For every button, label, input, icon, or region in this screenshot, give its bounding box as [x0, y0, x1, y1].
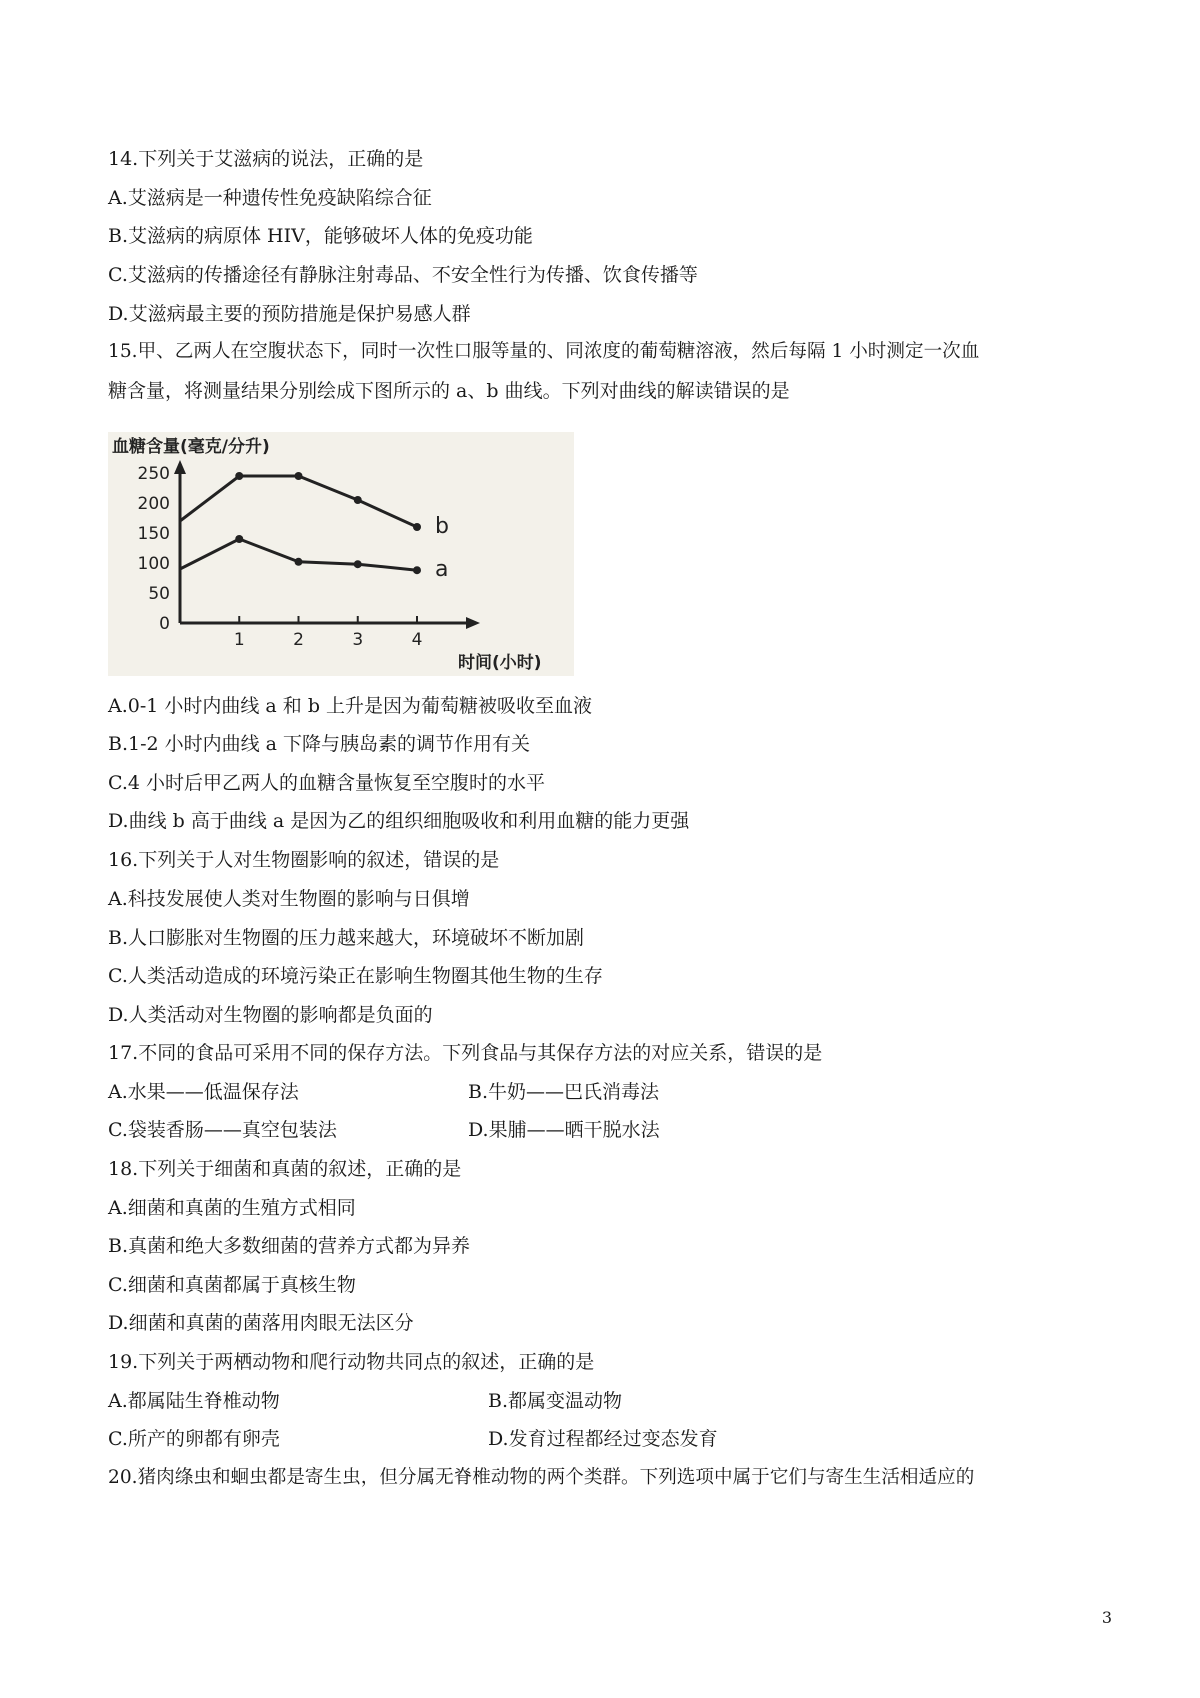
q18-stem: 18.下列关于细菌和真菌的叙述，正确的是: [108, 1158, 462, 1180]
q15-option-d: D.曲线 b 高于曲线 a 是因为乙的组织细胞吸收和利用血糖的能力更强: [108, 810, 690, 832]
q18-option-d: D.细菌和真菌的菌落用肉眼无法区分: [108, 1312, 414, 1334]
q14-option-a: A.艾滋病是一种遗传性免疫缺陷综合征: [108, 187, 432, 209]
q16-option-b: B.人口膨胀对生物圈的压力越来越大，环境破坏不断加剧: [108, 927, 585, 949]
y-tick-label: 200: [137, 494, 170, 514]
x-tick-label: 2: [293, 630, 304, 650]
q17-option-a: A.水果——低温保存法: [108, 1081, 299, 1103]
data-point-b: [235, 472, 243, 480]
chart-ylabel: 血糖含量(毫克/分升): [112, 437, 270, 457]
y-tick-label: 150: [137, 524, 170, 544]
q14-option-b: B.艾滋病的病原体 HIV，能够破坏人体的免疫功能: [108, 225, 533, 247]
q16-stem: 16.下列关于人对生物圈影响的叙述，错误的是: [108, 849, 500, 871]
q14-stem: 14.下列关于艾滋病的说法，正确的是: [108, 148, 424, 170]
blood-glucose-chart: [108, 432, 574, 676]
series-label-b: b: [435, 514, 449, 539]
x-tick-label: 4: [411, 630, 423, 650]
data-point-a: [413, 566, 421, 574]
q18-option-a: A.细菌和真菌的生殖方式相同: [108, 1197, 356, 1219]
q19-option-a: A.都属陆生脊椎动物: [108, 1390, 280, 1412]
series-label-a: a: [435, 557, 449, 583]
x-tick-label: 3: [352, 630, 364, 650]
data-point-b: [295, 472, 303, 480]
q18-option-c: C.细菌和真菌都属于真核生物: [108, 1274, 356, 1296]
q17-option-c: C.袋装香肠——真空包装法: [108, 1119, 337, 1141]
y-tick-label: 250: [137, 464, 170, 484]
q19-option-b: B.都属变温动物: [488, 1390, 623, 1412]
q14-option-c: C.艾滋病的传播途径有静脉注射毒品、不安全性行为传播、饮食传播等: [108, 264, 698, 286]
q15-stem-line1: 15.甲、乙两人在空腹状态下，同时一次性口服等量的、同浓度的葡萄糖溶液，然后每隔 1 小时测定一次血: [108, 341, 980, 362]
q19-option-c: C.所产的卵都有卵壳: [108, 1428, 280, 1450]
y-tick-label: 100: [137, 554, 170, 574]
q14-option-d: D.艾滋病最主要的预防措施是保护易感人群: [108, 303, 471, 325]
series-line-b: [180, 476, 417, 527]
y-axis-arrow: [174, 460, 186, 474]
q15-stem-line2: 糖含量，将测量结果分别绘成下图所示的 a、b 曲线。下列对曲线的解读错误的是: [108, 380, 790, 402]
q20-stem: 20.猪肉绦虫和蛔虫都是寄生虫，但分属无脊椎动物的两个类群。下列选项中属于它们与寄生生活相适应的: [108, 1467, 975, 1488]
q15-option-b: B.1-2 小时内曲线 a 下降与胰岛素的调节作用有关: [108, 733, 531, 755]
data-point-b: [354, 496, 362, 504]
q17-option-b: B.牛奶——巴氏消毒法: [468, 1081, 660, 1103]
q18-option-b: B.真菌和绝大多数细菌的营养方式都为异养: [108, 1235, 471, 1257]
data-point-a: [354, 560, 362, 568]
data-point-a: [235, 535, 243, 543]
q16-option-a: A.科技发展使人类对生物圈的影响与日俱增: [108, 888, 470, 910]
x-tick-label: 1: [233, 630, 245, 650]
q17-option-d: D.果脯——晒干脱水法: [468, 1119, 660, 1141]
y-tick-label: 50: [148, 584, 170, 604]
chart-xlabel: 时间(小时): [458, 653, 542, 673]
q16-option-c: C.人类活动造成的环境污染正在影响生物圈其他生物的生存: [108, 965, 603, 987]
page-number: 3: [1101, 1608, 1112, 1627]
y-tick-label: 0: [159, 614, 170, 634]
q17-stem: 17.不同的食品可采用不同的保存方法。下列食品与其保存方法的对应关系，错误的是: [108, 1042, 823, 1064]
q15-option-a: A.0-1 小时内曲线 a 和 b 上升是因为葡萄糖被吸收至血液: [108, 695, 593, 717]
q19-stem: 19.下列关于两栖动物和爬行动物共同点的叙述，正确的是: [108, 1351, 595, 1373]
q19-option-d: D.发育过程都经过变态发育: [488, 1428, 718, 1450]
data-point-a: [295, 558, 303, 566]
q16-option-d: D.人类活动对生物圈的影响都是负面的: [108, 1004, 433, 1026]
data-point-b: [413, 523, 421, 531]
q15-option-c: C.4 小时后甲乙两人的血糖含量恢复至空腹时的水平: [108, 772, 546, 794]
x-axis-arrow: [466, 617, 480, 629]
